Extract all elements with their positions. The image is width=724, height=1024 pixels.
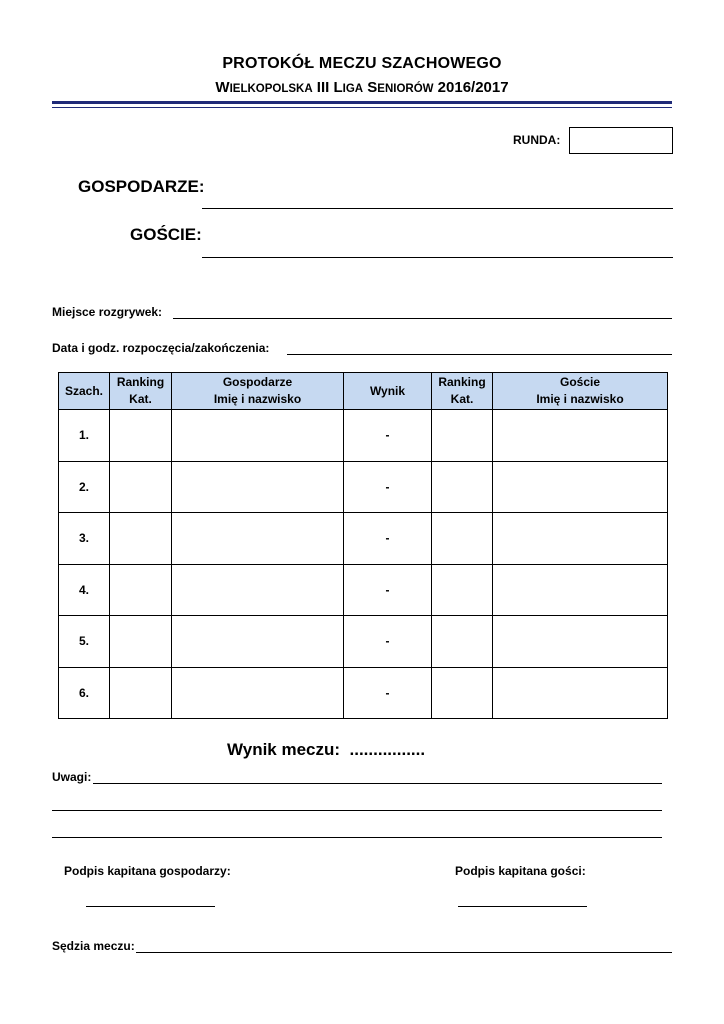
home-rank-cell[interactable] — [110, 667, 172, 719]
match-result-label: Wynik meczu: — [227, 740, 341, 759]
header-divider-thin — [52, 107, 672, 108]
document-subtitle: WIELKOPOLSKA III LIGA SENIORÓW 2016/2017 — [215, 79, 509, 96]
home-team-field[interactable] — [202, 208, 673, 209]
result-cell[interactable]: - — [344, 410, 432, 462]
away-name-cell[interactable] — [493, 513, 668, 565]
home-rank-cell[interactable] — [110, 410, 172, 462]
referee-field[interactable] — [136, 952, 672, 953]
away-captain-signature-label: Podpis kapitana gości: — [455, 864, 586, 878]
table-row — [59, 513, 668, 565]
home-name-cell[interactable] — [172, 667, 344, 719]
away-rank-cell[interactable] — [432, 410, 493, 462]
board-number: 2. — [59, 461, 110, 513]
notes-label: Uwagi: — [52, 770, 92, 784]
notes-line-3[interactable] — [52, 837, 662, 838]
board-number: 5. — [59, 616, 110, 668]
home-team-label: GOSPODARZE: — [78, 177, 205, 196]
board-number: 6. — [59, 667, 110, 719]
away-captain-signature-field[interactable] — [458, 906, 587, 907]
home-name-cell[interactable] — [172, 616, 344, 668]
col-home-name-header: Gospodarze Imię i nazwisko — [172, 373, 344, 410]
referee-label: Sędzia meczu: — [52, 939, 135, 953]
venue-field[interactable] — [173, 318, 672, 319]
away-rank-cell[interactable] — [432, 513, 493, 565]
away-name-cell[interactable] — [493, 564, 668, 616]
notes-line-1[interactable] — [93, 783, 662, 784]
away-name-cell[interactable] — [493, 410, 668, 462]
header-divider-thick — [52, 101, 672, 104]
board-number: 1. — [59, 410, 110, 462]
away-name-cell[interactable] — [493, 616, 668, 668]
board-number: 3. — [59, 513, 110, 565]
col-away-rank-header: Ranking Kat. — [432, 373, 493, 410]
home-rank-cell[interactable] — [110, 461, 172, 513]
round-input-box[interactable] — [569, 127, 673, 154]
datetime-row — [52, 341, 269, 355]
home-name-cell[interactable] — [172, 461, 344, 513]
notes-line-2[interactable] — [52, 810, 662, 811]
home-captain-signature-field[interactable] — [86, 906, 215, 907]
document-title: PROTOKÓŁ MECZU SZACHOWEGO — [222, 55, 502, 72]
datetime-field[interactable] — [287, 354, 672, 355]
home-rank-cell[interactable] — [110, 513, 172, 565]
away-rank-cell[interactable] — [432, 667, 493, 719]
away-rank-cell[interactable] — [432, 616, 493, 668]
away-rank-cell[interactable] — [432, 564, 493, 616]
home-name-cell[interactable] — [172, 564, 344, 616]
table-row — [59, 564, 668, 616]
table-row — [59, 461, 668, 513]
col-board-header: Szach. — [59, 373, 110, 410]
home-captain-signature-label: Podpis kapitana gospodarzy: — [64, 864, 231, 878]
home-name-cell[interactable] — [172, 410, 344, 462]
col-result-header: Wynik — [344, 373, 432, 410]
home-rank-cell[interactable] — [110, 564, 172, 616]
result-cell[interactable]: - — [344, 667, 432, 719]
home-name-cell[interactable] — [172, 513, 344, 565]
round-label: RUNDA: — [513, 133, 561, 147]
away-name-cell[interactable] — [493, 461, 668, 513]
away-team-field[interactable] — [202, 257, 673, 258]
board-number: 4. — [59, 564, 110, 616]
table-header-row — [59, 373, 668, 410]
datetime-label: Data i godz. rozpoczęcia/zakończenia: — [52, 341, 270, 355]
table-row — [59, 616, 668, 668]
result-cell[interactable]: - — [344, 461, 432, 513]
table-row — [59, 410, 668, 462]
home-rank-cell[interactable] — [110, 616, 172, 668]
venue-row — [52, 305, 162, 319]
col-home-rank-header: Ranking Kat. — [110, 373, 172, 410]
away-name-cell[interactable] — [493, 667, 668, 719]
result-cell[interactable]: - — [344, 564, 432, 616]
venue-label: Miejsce rozgrywek: — [52, 305, 163, 319]
away-rank-cell[interactable] — [432, 461, 493, 513]
table-row — [59, 667, 668, 719]
away-team-label: GOŚCIE: — [130, 225, 202, 244]
games-table — [58, 372, 668, 719]
col-away-name-header: Goście Imię i nazwisko — [493, 373, 668, 410]
result-cell[interactable]: - — [344, 513, 432, 565]
result-cell[interactable]: - — [344, 616, 432, 668]
match-result — [227, 740, 425, 760]
match-result-placeholder[interactable]: ................ — [349, 740, 426, 759]
